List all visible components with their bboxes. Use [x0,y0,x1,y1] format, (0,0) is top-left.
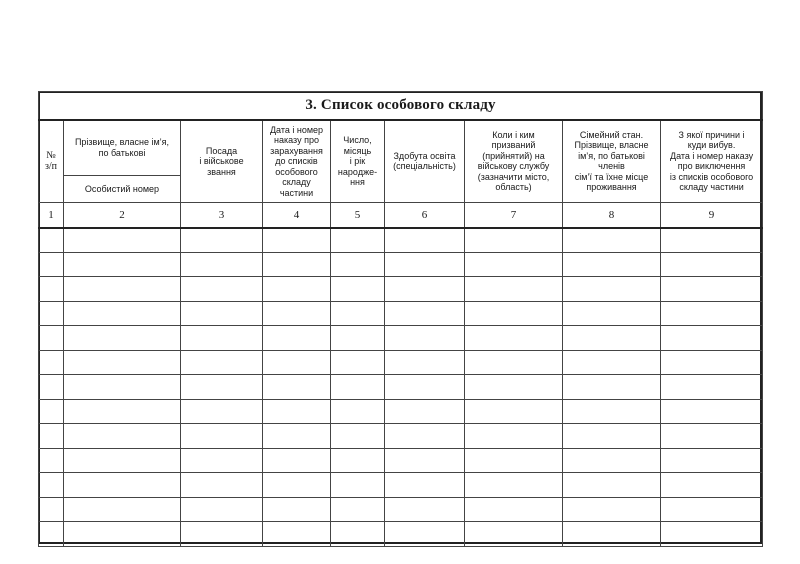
table-cell[interactable] [39,375,64,400]
table-cell[interactable] [385,522,465,547]
table-cell[interactable] [385,326,465,351]
table-cell[interactable] [563,497,661,522]
table-cell[interactable] [331,326,385,351]
table-cell[interactable] [64,473,181,498]
table-cell[interactable] [563,252,661,277]
header-personal-number: Особистий номер [64,176,181,203]
table-cell[interactable] [263,399,331,424]
table-cell[interactable] [465,522,563,547]
table-cell[interactable] [181,375,263,400]
table-row [39,277,763,302]
table-cell[interactable] [263,375,331,400]
table-cell[interactable] [385,473,465,498]
table-cell[interactable] [661,252,763,277]
table-cell[interactable] [661,448,763,473]
table-cell[interactable] [465,424,563,449]
table-cell[interactable] [331,277,385,302]
table-cell[interactable] [39,522,64,547]
data-rows [39,228,763,547]
table-cell[interactable] [331,301,385,326]
table-cell[interactable] [64,350,181,375]
personnel-roster-table [38,91,763,547]
table-cell[interactable] [263,350,331,375]
table-cell[interactable] [661,473,763,498]
table-cell[interactable] [661,301,763,326]
header-enrollment-order: Дата і номер наказу про зарахування до списків особового складу частини [263,120,331,203]
table-cell[interactable] [331,522,385,547]
table-cell[interactable] [64,375,181,400]
table-row [39,375,763,400]
table-row [39,350,763,375]
table-cell[interactable] [465,497,563,522]
table-cell[interactable] [385,375,465,400]
table-cell[interactable] [64,326,181,351]
table-cell[interactable] [181,424,263,449]
table-cell[interactable] [39,448,64,473]
column-number: 9 [661,203,763,228]
table-cell[interactable] [181,473,263,498]
table-row [39,252,763,277]
column-number: 6 [385,203,465,228]
table-cell[interactable] [385,448,465,473]
header-index: № з/п [39,120,64,203]
table-cell[interactable] [39,350,64,375]
table-cell[interactable] [563,326,661,351]
column-number: 4 [263,203,331,228]
column-number: 1 [39,203,64,228]
table-cell[interactable] [263,522,331,547]
table-cell[interactable] [64,228,181,253]
table-cell[interactable] [331,228,385,253]
table-cell[interactable] [263,497,331,522]
table-cell[interactable] [661,228,763,253]
table-cell[interactable] [39,473,64,498]
table-cell[interactable] [39,424,64,449]
table-cell[interactable] [331,497,385,522]
table-cell[interactable] [39,228,64,253]
table-cell[interactable] [39,301,64,326]
table-cell[interactable] [181,350,263,375]
table-cell[interactable] [661,399,763,424]
table-cell[interactable] [181,522,263,547]
column-number: 7 [465,203,563,228]
column-number-row [39,203,763,228]
table-cell[interactable] [563,277,661,302]
column-number: 3 [181,203,263,228]
table-cell[interactable] [661,424,763,449]
header-position-rank: Посада і військове звання [181,120,263,203]
table-cell[interactable] [181,277,263,302]
table-row [39,448,763,473]
table-row [39,301,763,326]
table-row [39,497,763,522]
table-cell[interactable] [465,277,563,302]
table-cell[interactable] [465,301,563,326]
table-cell[interactable] [385,277,465,302]
table-cell[interactable] [661,277,763,302]
table-cell[interactable] [385,301,465,326]
table-cell[interactable] [563,399,661,424]
table-cell[interactable] [39,252,64,277]
table-cell[interactable] [331,399,385,424]
table-cell[interactable] [181,301,263,326]
table-cell[interactable] [39,399,64,424]
table-row [39,473,763,498]
table-row [39,399,763,424]
table-cell[interactable] [563,448,661,473]
table-cell[interactable] [331,375,385,400]
table-cell[interactable] [64,301,181,326]
table-cell[interactable] [64,399,181,424]
table-cell[interactable] [331,350,385,375]
table-cell[interactable] [39,326,64,351]
table-cell[interactable] [64,277,181,302]
table-cell[interactable] [385,228,465,253]
table-cell[interactable] [661,375,763,400]
table-cell[interactable] [64,522,181,547]
table-cell[interactable] [465,228,563,253]
table-cell[interactable] [263,473,331,498]
table-cell[interactable] [39,277,64,302]
table-cell[interactable] [385,350,465,375]
table-cell[interactable] [263,424,331,449]
table-cell[interactable] [181,399,263,424]
header-birth-date: Число, місяць і рік нарoдже- ння [331,120,385,203]
table-cell[interactable] [661,497,763,522]
column-number: 8 [563,203,661,228]
table-cell[interactable] [64,424,181,449]
header-education: Здобута освіта (спеціальність) [385,120,465,203]
table-cell[interactable] [563,522,661,547]
table-cell[interactable] [263,326,331,351]
table-cell[interactable] [385,424,465,449]
table-row [39,228,763,253]
column-number: 5 [331,203,385,228]
header-full-name: Прізвище, власне ім’я, по батькові [64,120,181,176]
table-cell[interactable] [64,252,181,277]
table-cell[interactable] [385,497,465,522]
table-cell[interactable] [661,522,763,547]
table-cell[interactable] [465,448,563,473]
table-cell[interactable] [331,448,385,473]
table-cell[interactable] [181,448,263,473]
table-cell[interactable] [64,497,181,522]
section-title: 3. Список особового складу [39,92,763,120]
header-row [39,120,763,176]
table-cell[interactable] [39,497,64,522]
table-cell[interactable] [263,448,331,473]
table-cell[interactable] [331,424,385,449]
table-cell[interactable] [331,473,385,498]
table-cell[interactable] [64,448,181,473]
table-cell[interactable] [263,252,331,277]
table-cell[interactable] [465,375,563,400]
table-cell[interactable] [181,497,263,522]
table-cell[interactable] [563,228,661,253]
table-row [39,326,763,351]
table-cell[interactable] [385,252,465,277]
table-row [39,522,763,547]
title-row [39,92,763,120]
table-cell[interactable] [465,473,563,498]
table-cell[interactable] [465,399,563,424]
table-cell[interactable] [563,473,661,498]
table-cell[interactable] [465,326,563,351]
table-cell[interactable] [181,326,263,351]
header-conscription: Коли і ким призваний (прийнятий) на військову службу (зазначити місто, область) [465,120,563,203]
table-cell[interactable] [661,350,763,375]
table-cell[interactable] [181,228,263,253]
table-cell[interactable] [563,375,661,400]
table-cell[interactable] [661,326,763,351]
table-cell[interactable] [563,424,661,449]
table-cell[interactable] [563,350,661,375]
header-discharge: З якої причини і куди вибув. Дата і номер наказу про виключення із списків особового складу частини [661,120,763,203]
table-cell[interactable] [385,399,465,424]
table-cell[interactable] [263,301,331,326]
table-cell[interactable] [331,252,385,277]
table-cell[interactable] [181,252,263,277]
table-cell[interactable] [465,252,563,277]
table-cell[interactable] [263,228,331,253]
table-cell[interactable] [465,350,563,375]
column-number: 2 [64,203,181,228]
table-row [39,424,763,449]
table-cell[interactable] [563,301,661,326]
table-cell[interactable] [263,277,331,302]
header-family-status: Сімейний стан. Прізвище, власне ім’я, по батькові членів сім’ї та їхне місце проживання [563,120,661,203]
